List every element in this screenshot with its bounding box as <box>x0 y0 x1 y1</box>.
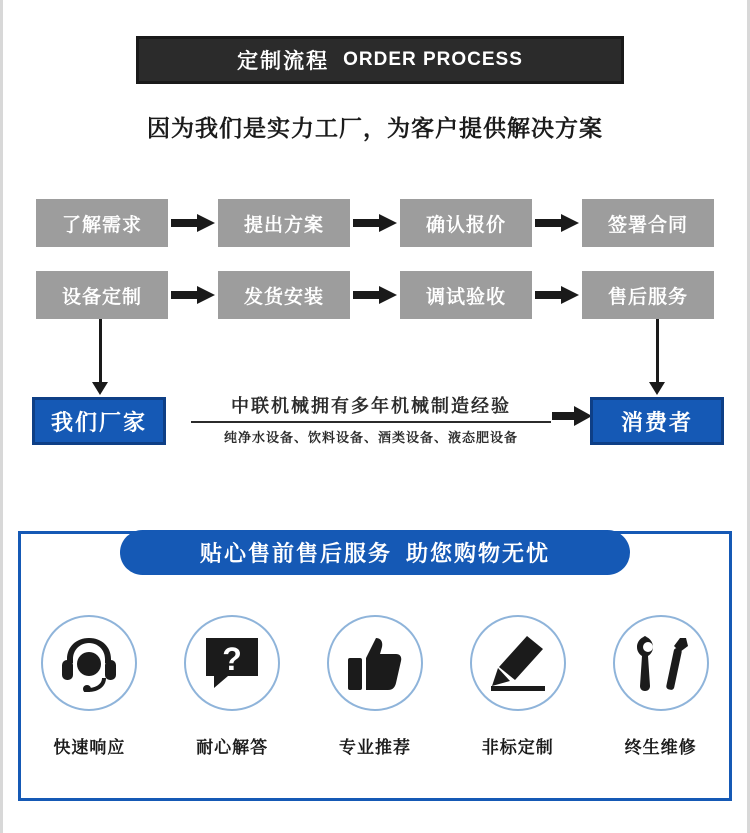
service-item-label: 终生维修 <box>624 738 697 757</box>
wrench-screwdriver-icon <box>613 615 709 711</box>
service-item-label: 非标定制 <box>481 738 554 757</box>
arrow-down-icon <box>92 382 108 395</box>
flow-step: 了解需求 <box>36 199 168 247</box>
service-badge-label-2: 助您购物无忧 <box>406 541 551 566</box>
arrow-right-icon <box>350 286 400 304</box>
arrow-right-icon <box>532 214 582 232</box>
flow-step: 提出方案 <box>218 199 350 247</box>
entity-customer-box: 消费者 <box>590 397 724 445</box>
service-item-label: 快速响应 <box>53 738 126 757</box>
service-badge <box>120 530 630 575</box>
title-chinese: 定制流程 <box>237 50 330 73</box>
pencil-icon <box>470 615 566 711</box>
flow-row-1 <box>36 199 714 247</box>
connector-line-right <box>656 319 659 385</box>
flow-step: 签署合同 <box>582 199 714 247</box>
service-item <box>454 615 582 758</box>
relation-subline: 纯净水设备、饮料设备、酒类设备、液态肥设备 <box>223 430 518 445</box>
service-item <box>311 615 439 758</box>
flow-step: 确认报价 <box>400 199 532 247</box>
divider <box>191 421 551 423</box>
flow-row-2 <box>36 271 714 319</box>
question-bubble-icon <box>184 615 280 711</box>
service-item-label: 耐心解答 <box>196 738 269 757</box>
flow-step: 售后服务 <box>582 271 714 319</box>
arrow-right-icon <box>552 406 592 431</box>
headset-icon <box>41 615 137 711</box>
flow-step: 调试验收 <box>400 271 532 319</box>
service-item <box>25 615 153 758</box>
section-title-bar <box>136 36 624 84</box>
service-badge-label-1: 贴心售前售后服务 <box>199 541 392 566</box>
arrow-right-icon <box>168 214 218 232</box>
service-item-label: 专业推荐 <box>338 738 411 757</box>
entity-factory-box: 我们厂家 <box>32 397 166 445</box>
relation-headline: 中联机械拥有多年机械制造经验 <box>231 396 511 416</box>
arrow-right-icon <box>168 286 218 304</box>
arrow-right-icon <box>532 286 582 304</box>
service-item <box>168 615 296 758</box>
thumbs-up-icon <box>327 615 423 711</box>
flow-step: 发货安装 <box>218 271 350 319</box>
arrow-right-icon <box>350 214 400 232</box>
title-english: ORDER PROCESS <box>343 49 523 70</box>
relation-text <box>186 392 556 446</box>
connector-line-left <box>99 319 102 385</box>
flow-step: 设备定制 <box>36 271 168 319</box>
service-item-list <box>18 615 732 758</box>
service-item <box>597 615 725 758</box>
svg-text:?: ? <box>222 641 242 677</box>
page-subtitle: 因为我们是实力工厂，为客户提供解决方案 <box>147 115 603 141</box>
arrow-down-icon <box>649 382 665 395</box>
